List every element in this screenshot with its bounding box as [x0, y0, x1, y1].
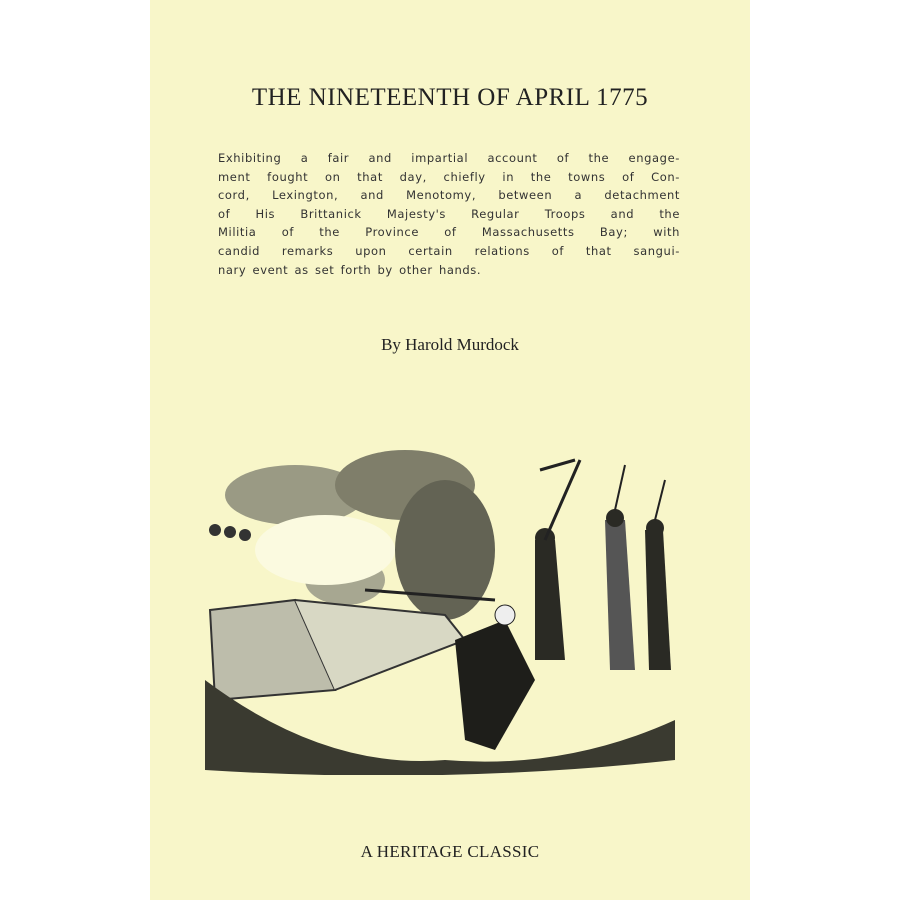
author-byline: By Harold Murdock: [381, 335, 519, 354]
book-description: [218, 149, 680, 279]
book-cover: [150, 0, 750, 900]
description-line: ment fought on that day, chiefly in the towns of Con-: [218, 169, 680, 184]
description-line: Exhibiting a fair and impartial account of the engage-: [218, 151, 680, 165]
book-title: THE NINETEENTH OF APRIL 1775: [251, 84, 649, 111]
description-line: cord, Lexington, and Menotomy, between a detachment: [218, 188, 680, 203]
battle-engraving-illustration: [205, 440, 690, 775]
stone-wall: [210, 600, 465, 700]
description-line: nary event as set forth by other hands.: [218, 262, 482, 277]
distant-troops: [209, 524, 251, 541]
description-line: candid remarks upon certain relations of that sangui-: [218, 243, 680, 258]
series-label: A HERITAGE CLASSIC: [360, 842, 540, 861]
description-line: of His Brittanick Majesty's Regular Troops and the: [218, 206, 680, 221]
musket-smoke: [255, 515, 395, 585]
description-line: Militia of the Province of Massachusetts Bay; with: [218, 225, 680, 240]
